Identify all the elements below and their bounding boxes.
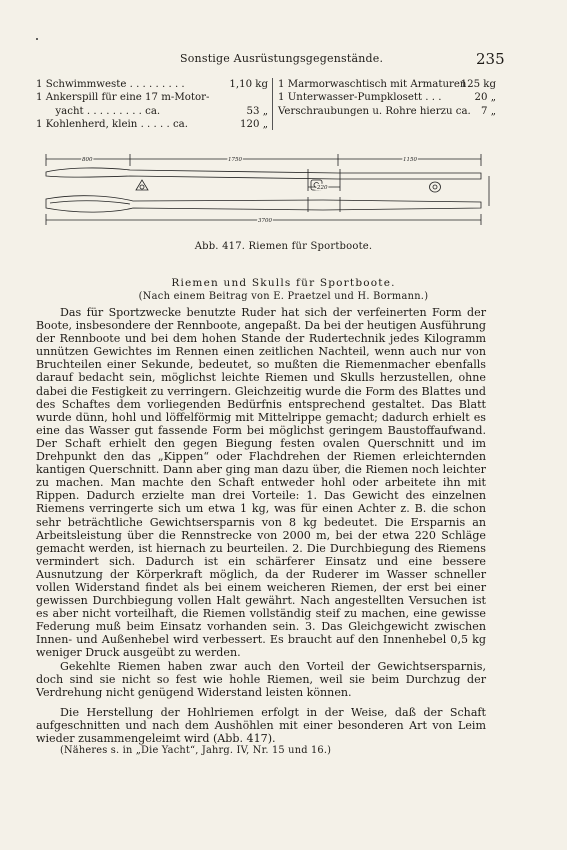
oar-top-view (46, 196, 481, 212)
dimension-label: 220 (317, 185, 328, 191)
inventory-row: 1 Schwimmweste . . . . . . . . . 1,10 kg (36, 79, 268, 90)
reference-note: (Näheres s. in „Die Yacht“, Jahrg. IV, Nr. 15 und 16.) (60, 745, 332, 756)
oar-side-view (46, 168, 481, 179)
dimension-label: 800 (82, 157, 93, 163)
shaft-cross-section (430, 182, 441, 192)
body-paragraph: Gekehlte Riemen haben zwar auch den Vorteil der Gewichtsersparnis, doch sind sie nicht so fest wie hohle Riemen, weil sie beim Durchzug der Verdrehung nicht genügend Widerstand leisten können. (36, 660, 486, 700)
figure-caption: Abb. 417. Riemen für Sportboote. (194, 241, 373, 252)
dimension-label: 3700 (258, 218, 272, 224)
inventory-list-left (36, 78, 268, 131)
running-header: Sonstige Ausrüstungsgegenstände. (180, 52, 384, 65)
section-subtitle: (Nach einem Beitrag von E. Praetzel und H. Bormann.) (138, 291, 429, 302)
inventory-row: 1 Ankerspill für eine 17 m-Motor- (36, 92, 210, 104)
inventory-row: Verschraubungen u. Rohre hierzu ca. 7 „ (278, 105, 496, 117)
body-paragraph: Die Herstellung der Hohlriemen erfolgt in der Weise, daß der Schaft aufgeschnitten und nach dem Aushöhlen mit einer besonderen Art von Leim wieder zusammengeleimt wird (Abb. 417). (36, 706, 486, 746)
print-speck (36, 38, 38, 40)
body-paragraph: Das für Sportzwecke benutzte Ruder hat sich der verfeinerten Form der Boote, insbesondere der Rennboote, angepaßt. Da bei der heutigen Ausführung der Rennboote und bei dem hohen Stande der Rudertechnik jedes Kilogramm unnützen Gewichtes im Rennen einen zeitlichen Nachteil, wenn auch nur von Bruchteilen einer Sekunde, bedeutet, so mußten die Riemenmacher ebenfalls darauf bedacht sein, möglichst leichte Riemen und Skulls herzustellen, ohne dabei die Festigkeit zu verringern. Gleichzeitig wurde die Form des Blattes und des Schaftes dem vorliegenden Bedürfnis entsprechend gestaltet. Das Blatt wurde dünn, hohl und löffelförmig mit Mittelrippe gemacht; dadurch erhielt es eine das Wasser gut fassende Form bei möglichst geringem Baustoffaufwand. Der Schaft erhielt den gegen Biegung festen ovalen Querschnitt und im Drehpunkt den das „Kippen“ oder Flachdrehen der Riemen erleichternden kantigen Querschnitt. Dann aber ging man dazu über, die Riemen noch leichter zu machen. Man machte den Schaft entweder hohl oder arbeitete ihn mit Rippen. Dadurch erzielte man drei Vorteile: 1. Das Gewicht des einzelnen Riemens verringerte sich um etwa 1 kg, was für einen Achter z. B. die schon sehr beträchtliche Gewichtsersparnis von 8 kg bedeutet. Die Ersparnis an Arbeitsleistung über die Rennstrecke von 2000 m, bei der etwa 220 Schläge gemacht werden, ist hiernach zu beurteilen. 2. Die Durchbiegung des Riemens vermindert sich. Dadurch ist ein schärferer Einsatz und eine bessere Ausnutzung der Körperkraft möglich, da der Ruderer im Wasser schneller vollen Widerstand findet als bei einem weicheren Riemen, der erst bei einer gewissen Durchbiegung vollen Halt gewährt. Nach angestellten Versuchen ist es aber nicht vorteilhaft, die Riemen vollständig steif zu machen, eine gewisse Federung muß beim Einsatz vorhanden sein. 3. Das Gleichgewicht zwischen Innen- und Außenhebel wird verbessert. Es braucht auf den Innenhebel 0,5 kg weniger Druck ausgeübt zu werden. (36, 306, 486, 660)
inventory-row: 1 Marmorwaschtisch mit Armaturen 125 kg (278, 79, 496, 90)
inventory-row: 1 Unterwasser-Pumpklosett . . . 20 „ (278, 92, 496, 104)
inventory-list-right (272, 78, 496, 130)
dimension-label: 1150 (403, 157, 417, 163)
page-number: 235 (476, 50, 505, 68)
inventory-row: 1 Kohlenherd, klein . . . . . ca. 120 „ (36, 118, 268, 130)
oar-drawing (38, 150, 520, 230)
dimension-label: 1750 (228, 157, 242, 163)
inventory-row: yacht . . . . . . . . . ca. 53 „ (36, 105, 268, 117)
section-title: Riemen und Skulls für Sportboote. (171, 277, 396, 289)
